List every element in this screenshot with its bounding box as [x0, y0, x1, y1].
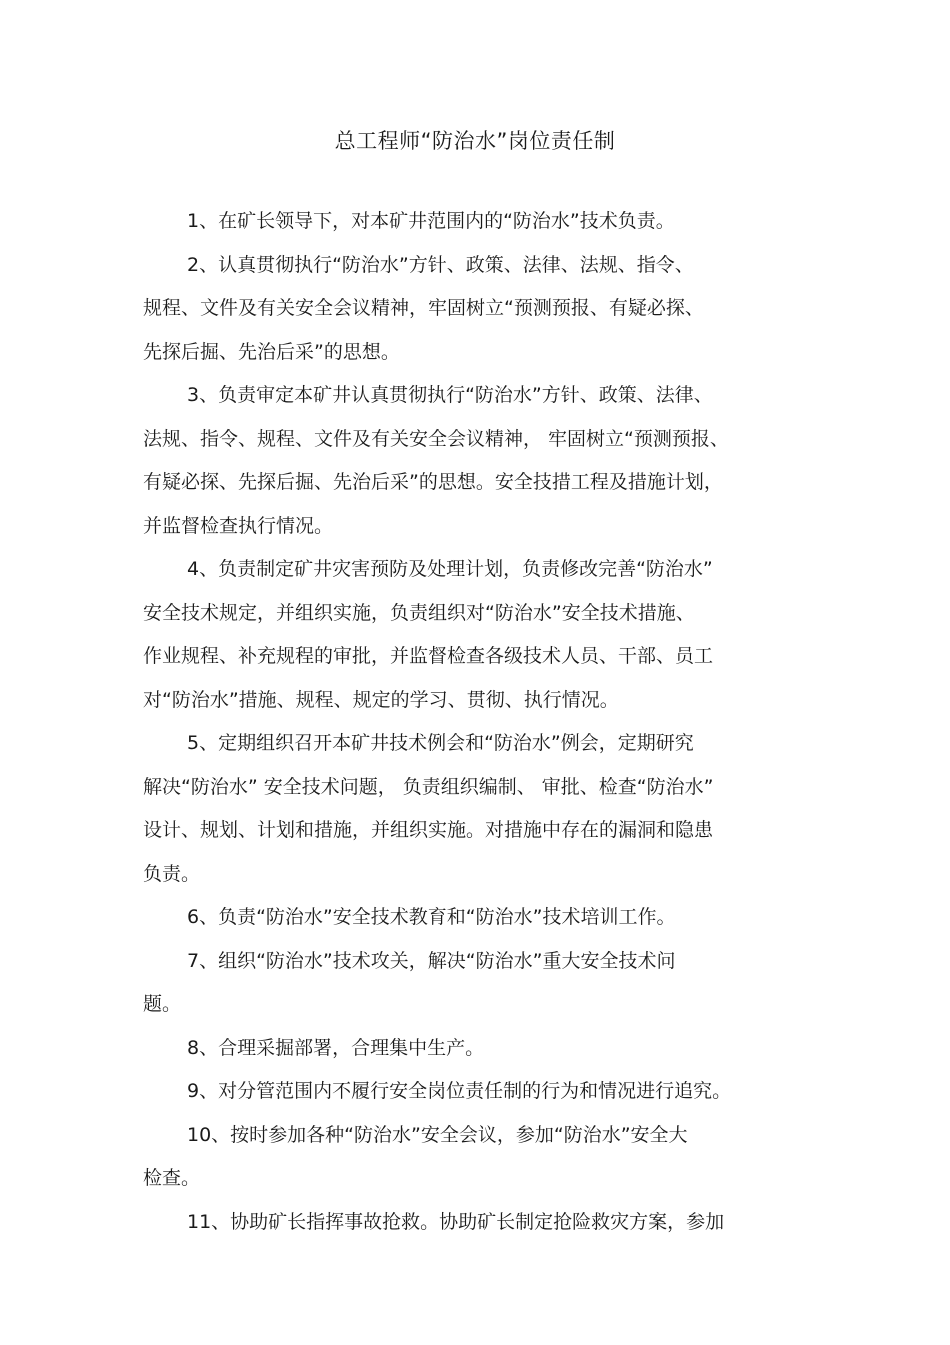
- clause-line: 负责。: [143, 862, 201, 885]
- clause-first-line: 7、组织“防治水”技术攻关，解决“防治水”重大安全技术问: [187, 949, 676, 972]
- clause-first-line: 8、合理采掘部署，合理集中生产。: [187, 1036, 485, 1059]
- clause-first-line: 11、协助矿长指挥事故抢救。协助矿长制定抢险救灾方案，参加: [187, 1210, 725, 1233]
- clause-4: [143, 548, 793, 722]
- clause-first-line: 4、负责制定矿井灾害预防及处理计划，负责修改完善“防治水”: [187, 558, 713, 580]
- clause-2: [143, 244, 793, 375]
- clause-6: [143, 896, 793, 940]
- clause-5: [143, 722, 793, 896]
- clause-8: [143, 1027, 793, 1071]
- clause-1: [143, 200, 793, 244]
- clause-line: 安全技术规定，并组织实施，负责组织对“防治水”安全技术措施、: [143, 601, 695, 624]
- clause-line: 作业规程、补充规程的审批，并监督检查各级技术人员、干部、员工: [143, 645, 714, 667]
- clause-first-line: 9、对分管范围内不履行安全岗位责任制的行为和情况进行追究。: [187, 1080, 732, 1102]
- clause-line: 对“防治水”措施、规程、规定的学习、贯彻、执行情况。: [143, 688, 619, 711]
- clause-list: [143, 200, 793, 1244]
- clause-first-line: 6、负责“防治水”安全技术教育和“防治水”技术培训工作。: [187, 906, 676, 928]
- clause-line: 先探后掘、先治后采”的思想。: [143, 340, 400, 363]
- clause-first-line: 1、在矿长领导下，对本矿井范围内的“防治水”技术负责。: [187, 210, 675, 232]
- clause-3: [143, 374, 793, 548]
- clause-first-line: 10、按时参加各种“防治水”安全会议，参加“防治水”安全大: [187, 1123, 688, 1146]
- clause-7: [143, 940, 793, 1027]
- clause-9: [143, 1070, 793, 1114]
- clause-line: 法规、指令、规程、文件及有关安全会议精神， 牢固树立“预测预报、: [143, 427, 729, 450]
- clause-10: [143, 1114, 793, 1201]
- clause-line: 解决“防治水” 安全技术问题， 负责组织编制、 审批、检查“防治水”: [143, 775, 714, 798]
- clause-line: 有疑必探、先探后掘、先治后采”的思想。安全技措工程及措施计划，: [143, 471, 723, 493]
- clause-line: 检查。: [143, 1167, 201, 1189]
- clause-line: 并监督检查执行情况。: [143, 514, 334, 537]
- clause-line: 题。: [143, 993, 182, 1015]
- clause-first-line: 3、负责审定本矿井认真贯彻执行“防治水”方针、政策、法律、: [187, 384, 713, 406]
- document-title: 总工程师“防治水”岗位责任制: [334, 129, 616, 153]
- clause-11: [143, 1201, 793, 1245]
- clause-first-line: 5、定期组织召开本矿井技术例会和“防治水”例会，定期研究: [187, 732, 694, 754]
- clause-first-line: 2、认真贯彻执行“防治水”方针、政策、法律、法规、指令、: [187, 253, 694, 276]
- clause-line: 规程、文件及有关安全会议精神，牢固树立“预测预报、有疑必探、: [143, 297, 704, 319]
- clause-line: 设计、规划、计划和措施，并组织实施。对措施中存在的漏洞和隐患: [143, 819, 714, 841]
